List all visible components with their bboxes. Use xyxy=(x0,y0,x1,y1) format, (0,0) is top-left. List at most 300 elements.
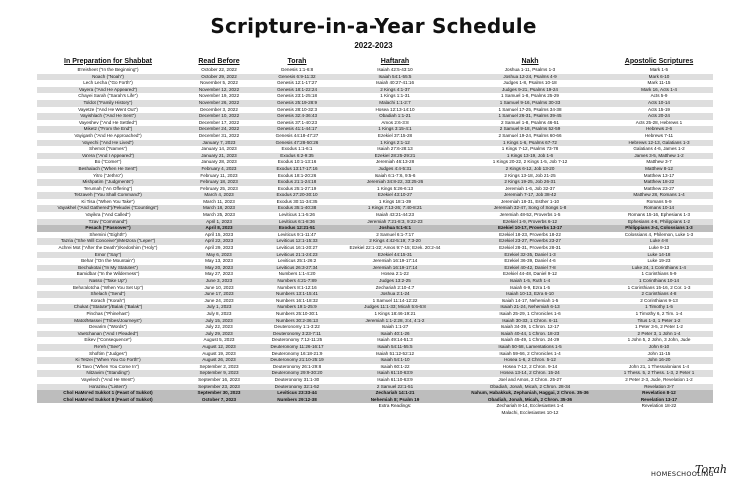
read-before-cell: February 11, 2023 xyxy=(200,172,238,178)
torah-cell: Deuteronomy 3:23-7:11 xyxy=(259,331,335,338)
haftarah-cell: Extra Readings: xyxy=(378,403,412,409)
apostolic-cell: John 21, 1 Thessalonians 1-4 xyxy=(628,363,690,369)
parasha-cell: Chol HaMo'ed Sukkot 1 (Feast of Sukkot) xyxy=(37,390,179,397)
torah-cell: Genesis 12:1-17:27 xyxy=(276,80,318,86)
nakh-cell: 2 Kings 6-12, Job 13-20 xyxy=(455,166,605,173)
parasha-cell: Eikev ("Consequence") xyxy=(84,337,132,343)
torah-cell: Genesis 25:19-28:9 xyxy=(259,100,335,107)
read-before-cell: April 15, 2023 xyxy=(204,231,234,237)
table-row xyxy=(37,133,713,140)
nakh-cell: Isaiah 21-24, Nehemiah 6-13 xyxy=(455,304,605,311)
table-row xyxy=(37,271,713,278)
haftarah-cell: Hosea 12:13-14:10 xyxy=(375,106,415,112)
table-row xyxy=(37,166,713,173)
read-before-cell: January 7, 2023 xyxy=(179,140,259,147)
apostolic-cell: Galatians 4-6, James 1-2 xyxy=(633,146,685,152)
apostolic-cell: Ephesians 4-6, Philippians 1-2 xyxy=(605,219,713,226)
torah-cell: Genesis 1:1-6:8 xyxy=(280,67,314,72)
apostolic-cell: 1 John 5, 2 John, 3 John, Jude xyxy=(627,337,691,343)
read-before-cell: May 27, 2023 xyxy=(205,271,233,277)
apostolic-cell: Romans 15-16, Ephesians 1-3 xyxy=(627,212,691,218)
read-before-cell: December 31, 2022 xyxy=(198,132,240,138)
haftarah-cell: Zechariah 2:10-4:7 xyxy=(375,284,415,290)
table-row xyxy=(37,225,713,232)
apostolic-cell: Mark 6-10 xyxy=(605,74,713,81)
haftarah-cell: Isaiah 49:14-51:3 xyxy=(377,337,413,343)
col-header-torah: Torah xyxy=(287,57,307,65)
parasha-cell: Bechukotai ("In My Statutes") xyxy=(37,265,179,272)
table-row xyxy=(37,285,713,292)
table-row xyxy=(37,318,713,325)
nakh-cell: Joshua 12-24, Psalms 4-9 xyxy=(455,74,605,81)
col-header-parasha: In Preparation for Shabbat xyxy=(64,57,152,65)
apostolic-cell: Hebrews 2-6 xyxy=(605,126,713,133)
torah-cell: Exodus 10:1-13:16 xyxy=(277,159,317,165)
parasha-cell: Vayetze ("And He Went Out") xyxy=(78,106,138,112)
table-row xyxy=(37,80,713,87)
nakh-cell: Isaiah 25-29, 1 Chronicles 1-6 xyxy=(499,310,561,316)
torah-cell: Genesis 44:18-47:27 xyxy=(275,132,319,138)
table-header-row xyxy=(37,55,713,67)
parasha-cell: Vaetchanan ("And I Pleaded") xyxy=(37,331,179,338)
table-row xyxy=(37,179,713,186)
read-before-cell: November 26, 2022 xyxy=(179,100,259,107)
nakh-cell: 1 Samuel 9-16, Psalms 30-33 xyxy=(455,100,605,107)
table-row xyxy=(37,258,713,265)
apostolic-cell: Matthew 3-7 xyxy=(646,159,672,165)
nakh-cell: Obadiah, Jonah, Micah, 2 Chron. 28-34 xyxy=(455,384,605,391)
haftarah-cell: Jeremiah 7:21-8:3, 9:22-23 xyxy=(335,219,455,226)
nakh-cell: Isaiah 30-33, 1 Chron. 6-11 xyxy=(455,318,605,325)
torah-cell: Numbers 13:1-15:41 xyxy=(259,291,335,298)
parasha-cell: Ha'azinu ("Listen") xyxy=(37,384,179,391)
haftarah-cell: 1 Samuel 11:14-12:22 xyxy=(372,297,418,303)
read-before-cell: December 17, 2022 xyxy=(198,119,240,125)
nakh-cell: Jeremiah 1-6, Job 32-37 xyxy=(505,185,555,191)
haftarah-cell: Judges 11:1-33; Micah 5:6-6:8 xyxy=(335,304,455,311)
read-before-cell: August 12, 2023 xyxy=(179,344,259,351)
schedule-table xyxy=(37,55,713,416)
read-before-cell: July 29, 2023 xyxy=(179,331,259,338)
read-before-cell xyxy=(179,403,259,410)
apostolic-cell: Matthew 13-17 xyxy=(643,172,675,178)
read-before-cell xyxy=(179,410,259,417)
table-row xyxy=(37,212,713,219)
homeschooling-torah-logo xyxy=(651,460,728,486)
parasha-cell: Shemot ("Names") xyxy=(89,146,127,152)
nakh-cell: Isaiah 59-66, 2 Chronicles 1-4 xyxy=(499,350,561,356)
parasha-cell: Bo ("Come!") xyxy=(94,159,122,165)
read-before-cell: January 21, 2023 xyxy=(179,153,259,160)
apostolic-cell: Revelation 3-7 xyxy=(605,384,713,391)
haftarah-cell: Jeremiah 16:19-17:14 xyxy=(372,258,418,264)
haftarah-cell: Isaiah 61:10-63:9 xyxy=(377,376,413,382)
table-row xyxy=(37,232,713,239)
haftarah-cell: 2 Kings 4:1-37 xyxy=(335,87,455,94)
apostolic-cell: Acts 15-19 xyxy=(648,106,670,112)
parasha-cell: Ki Tisa ("When You Take") xyxy=(81,198,135,204)
torah-cell: Numbers 8:1-12:16 xyxy=(277,284,317,290)
table-row xyxy=(37,351,713,358)
table-row xyxy=(37,120,713,127)
nakh-cell: 2 Samuel 1-8, Psalms 46-51 xyxy=(501,119,559,125)
apostolic-cell: John 16-20 xyxy=(605,357,713,364)
parasha-cell: Chukat ("Statute")/Balak ("Balak") xyxy=(37,304,179,311)
haftarah-cell: Isaiah 43:21-44:23 xyxy=(375,212,415,218)
read-before-cell: April 8, 2023 xyxy=(179,225,259,232)
torah-cell: Leviticus 26:3-27:34 xyxy=(259,265,335,272)
read-before-cell: October 22, 2022 xyxy=(201,67,237,72)
table-row xyxy=(37,403,713,410)
apostolic-cell: Acts 20-24 xyxy=(605,113,713,120)
haftarah-cell: Ezekiel 43:10-27 xyxy=(335,192,455,199)
parasha-cell: Re'eh ("See") xyxy=(37,344,179,351)
read-before-cell: August 19, 2023 xyxy=(202,350,236,356)
nakh-cell: 1 Samuel 17-25, Psalms 34-38 xyxy=(498,106,562,112)
read-before-cell: April 1, 2023 xyxy=(179,219,259,226)
apostolic-cell: 1 Thess. 5, 2 Thess. 1-3, 2 Peter 1 xyxy=(605,370,713,377)
apostolic-cell: Acts 25-28, Hebrews 1 xyxy=(635,119,683,125)
col-header-read-before: Read Before xyxy=(198,57,240,65)
nakh-cell: Hosea 1-6, 2 Chron. 5-12 xyxy=(455,357,605,364)
nakh-cell: 1 Kings 7-12, Psalms 73-78 xyxy=(501,146,559,152)
nakh-cell: Isaiah 10-13, Ezra 6-10 xyxy=(455,291,605,298)
parasha-cell: Vayechi ("And He Lived") xyxy=(37,140,179,147)
parasha-cell: Yitro ("Jethro") xyxy=(93,172,123,178)
table-row xyxy=(37,245,713,252)
torah-cell: Exodus 27:20-30:10 xyxy=(259,192,335,199)
haftarah-cell: Judges 13:2-25 xyxy=(335,278,455,285)
torah-cell: Genesis 18:1-22:24 xyxy=(259,87,335,94)
torah-cell: Deuteronomy 21:10-25:19 xyxy=(259,357,335,364)
parasha-cell: Shemini ("Eighth") xyxy=(89,231,127,237)
haftarah-cell: Hosea 2:1-22 xyxy=(381,271,409,277)
parasha-cell: Ki Tavo ("When You Come In") xyxy=(76,363,140,369)
parasha-cell: Korach ("Korah") xyxy=(90,297,126,303)
haftarah-cell: Isaiah 61:10-63:9 xyxy=(335,370,455,377)
page-subtitle: 2022-2023 xyxy=(354,41,393,50)
table-row xyxy=(37,205,713,212)
page-title: Scripture-in-a-Year Schedule xyxy=(210,14,537,38)
read-before-cell: March 11, 2023 xyxy=(203,198,235,204)
parasha-cell: Bamidbar ("In the Wilderness") xyxy=(76,271,140,277)
nakh-cell: Ezekiel 28-31, Proverbs 28-31 xyxy=(499,245,561,251)
nakh-cell: Ezekiel 36-39, Daniel 4-6 xyxy=(504,258,556,264)
apostolic-cell: 1 Corinthians 10-14 xyxy=(605,278,713,285)
read-before-cell: March 25, 2023 xyxy=(203,212,235,218)
schedule-body xyxy=(37,67,713,416)
table-row xyxy=(37,364,713,371)
torah-cell: Deuteronomy 1:1-3:22 xyxy=(274,324,320,330)
table-row xyxy=(37,153,713,160)
torah-cell: Exodus 6:2-9:35 xyxy=(259,153,335,160)
apostolic-cell: Luke 4-8 xyxy=(605,238,713,245)
parasha-cell: Noach ("Noah") xyxy=(37,74,179,81)
torah-cell: Leviticus 12:1-15:33 xyxy=(259,238,335,245)
read-before-cell: May 13, 2023 xyxy=(205,258,233,264)
read-before-cell: December 24, 2022 xyxy=(179,126,259,133)
parasha-cell: Vayishlach ("And He Sent") xyxy=(37,113,179,120)
read-before-cell: July 15, 2023 xyxy=(179,318,259,325)
parasha-cell: Beha'alotcha ("When You Set Up") xyxy=(72,284,144,290)
torah-cell: Leviticus 23:33-44 xyxy=(259,390,335,397)
haftarah-cell: 1 Kings 5:26-6:13 xyxy=(376,185,413,191)
torah-cell: Numbers 29:12-38 xyxy=(259,397,335,404)
parasha-cell xyxy=(37,403,179,410)
apostolic-cell: Mark 11-15 xyxy=(647,80,671,86)
parasha-cell: Pesach ("Passover") xyxy=(37,225,179,232)
apostolic-cell: John 11-15 xyxy=(647,350,671,356)
torah-cell: Exodus 35:1-40:38 xyxy=(259,205,335,212)
read-before-cell: November 19, 2022 xyxy=(198,93,240,99)
table-row xyxy=(37,159,713,166)
col-header-nakh: Nakh xyxy=(521,57,539,65)
table-row xyxy=(37,140,713,147)
torah-cell: Leviticus 16:1-20:27 xyxy=(276,245,318,251)
torah-cell: Exodus 18:1-20:26 xyxy=(277,172,317,178)
parasha-cell: Emor ("Say") xyxy=(37,252,179,259)
nakh-cell: 1 Samuel 26-31, Psalms 39-45 xyxy=(455,113,605,120)
nakh-cell: Isaiah 45-49, 1 Chron. 24-29 xyxy=(500,337,560,343)
haftarah-cell: Isaiah 40:1-26 xyxy=(335,331,455,338)
table-row xyxy=(37,107,713,114)
nakh-cell: Joel and Amos, 2 Chron. 25-27 xyxy=(498,376,562,382)
haftarah-cell xyxy=(335,410,455,417)
table-row xyxy=(37,219,713,226)
nakh-cell: Ezekiel 10-17, Proverbs 13-17 xyxy=(455,225,605,232)
nakh-cell: 2 Kings 13-18, Job 21-25 xyxy=(504,172,556,178)
apostolic-cell: Matthew 18-22 xyxy=(605,179,713,186)
haftarah-cell: 2 Samuel 6:1-7:17 xyxy=(376,231,414,237)
table-row xyxy=(37,100,713,107)
nakh-cell: Obadiah, Jonah, Micah, 2 Chron. 35-36 xyxy=(455,397,605,404)
read-before-cell: November 5, 2022 xyxy=(200,80,238,86)
haftarah-cell: Ezekiel 37:15-28 xyxy=(377,132,413,138)
table-row xyxy=(37,390,713,397)
haftarah-cell: Isaiah 40:27-41:16 xyxy=(375,80,415,86)
table-row xyxy=(37,173,713,180)
torah-cell: Exodus 13:17-17:16 xyxy=(259,166,335,173)
torah-cell: Numbers 16:1-18:32 xyxy=(276,297,318,303)
apostolic-cell: Matthew 28, Romans 1-4 xyxy=(605,192,713,199)
apostolic-cell: Hebrews 12-13, Galatians 1-3 xyxy=(605,140,713,147)
torah-cell: Deuteronomy 7:12-11:25 xyxy=(271,337,323,343)
apostolic-cell: Colossians 4, Philemon, Luke 1-3 xyxy=(624,231,694,237)
nakh-cell: Malachi, Ecclesiastes 10-12 xyxy=(501,409,559,415)
read-before-cell: April 22, 2023 xyxy=(179,238,259,245)
apostolic-cell: Acts 5-9 xyxy=(650,93,668,99)
apostolic-cell: 1 Corinthians 5-9 xyxy=(641,271,677,277)
nakh-cell: Ezekiel 23-27, Proverbs 23-27 xyxy=(455,238,605,245)
nakh-cell: Ezekiel 18-23, Proverbs 18-22 xyxy=(499,231,561,237)
haftarah-cell: Isaiah 51:12-52:12 xyxy=(375,350,415,356)
apostolic-cell: James 3-5, Matthew 1-2 xyxy=(605,153,713,160)
table-row xyxy=(37,298,713,305)
torah-cell: Numbers 19:1-25:9 xyxy=(259,304,335,311)
haftarah-cell: Judges 4:4-5:31 xyxy=(335,166,455,173)
parasha-cell: Tazria ("She Will Conceive")/Metzora ("Leper") xyxy=(37,238,179,245)
parasha-cell: B'reisheet ("In the Beginning") xyxy=(77,67,139,72)
table-row xyxy=(37,397,713,404)
haftarah-cell: Isaiah 54:11-55:5 xyxy=(335,344,455,351)
haftarah-cell: Obadiah 1:1-21 xyxy=(335,113,455,120)
apostolic-cell: Titus 1-3, 1 Peter 1-2 xyxy=(605,318,713,325)
table-row xyxy=(37,199,713,206)
apostolic-cell: Revelation 13-17 xyxy=(605,397,713,404)
torah-cell: Leviticus 1:1-5:26 xyxy=(278,212,315,218)
haftarah-cell: 1 Kings 2:1-12 xyxy=(335,140,455,147)
nakh-cell: Joshua 1-11, Psalms 1-3 xyxy=(504,67,556,72)
haftarah-cell: Zechariah 14:1-21 xyxy=(335,390,455,397)
apostolic-cell: Luke 19-23 xyxy=(647,258,671,264)
haftarah-cell: Isaiah 60:1-22 xyxy=(380,363,410,369)
table-row xyxy=(37,304,713,311)
table-row xyxy=(37,74,713,81)
haftarah-cell: 1 Kings 18:1-39 xyxy=(378,198,412,204)
parasha-cell: Vayeshev ("And He Settled") xyxy=(78,119,138,125)
read-before-cell: March 18, 2023 xyxy=(179,205,259,212)
haftarah-cell: Isaiah 27:6-28:13 xyxy=(377,146,413,152)
parasha-cell: Va'era ("And I Appeared") xyxy=(37,153,179,160)
parasha-cell: Chol HaMo'ed Sukkot 8 (Feast of Sukkot) xyxy=(37,397,179,404)
parasha-cell: Toldot ("Family History") xyxy=(37,100,179,107)
read-before-cell: July 1, 2023 xyxy=(179,304,259,311)
parasha-cell: Mishpatim ("Judgments") xyxy=(37,179,179,186)
torah-cell: Leviticus 21:1-24:23 xyxy=(259,252,335,259)
torah-cell: Exodus 21:1-24:18 xyxy=(259,179,335,186)
read-before-cell: September 9, 2023 xyxy=(179,370,259,377)
nakh-cell: Jeremiah 18-31, Esther 1-10 xyxy=(500,198,560,204)
parasha-cell: Nitzavim ("Standing") xyxy=(37,370,179,377)
haftarah-cell: Isaiah 42:5-43:10 xyxy=(377,67,413,72)
parasha-cell: Beshalach ("When He Sent") xyxy=(37,166,179,173)
torah-cell: Numbers 1:1-4:20 xyxy=(278,271,316,277)
apostolic-cell xyxy=(605,410,713,417)
apostolic-cell: Luke 9-13 xyxy=(648,245,670,251)
table-row xyxy=(37,186,713,193)
parasha-cell: Lech Lecha ("Go Forth") xyxy=(83,80,133,86)
read-before-cell: January 14, 2023 xyxy=(201,146,237,152)
table-row xyxy=(37,113,713,120)
haftarah-cell: Nehemiah 8; Psalm 19 xyxy=(335,397,455,404)
nakh-cell: 1 Kings 13-19, Job 1-6 xyxy=(455,153,605,160)
table-row xyxy=(37,370,713,377)
nakh-cell: Jeremiah 48-52, Proverbs 1-5 xyxy=(499,212,561,218)
table-row xyxy=(37,146,713,153)
nakh-cell: Hosea 13-14, 2 Chron. 15-24 xyxy=(455,370,605,377)
nakh-cell: Isaiah 40-44, 1 Chron. 18-23 xyxy=(455,331,605,338)
torah-cell: Exodus 25:1-27:19 xyxy=(277,185,317,191)
read-before-cell: June 10, 2023 xyxy=(204,284,234,290)
nakh-cell: 1 Samuel 1-8, Psalms 25-29 xyxy=(501,93,559,99)
torah-cell: Leviticus 25:1-26:2 xyxy=(277,258,317,264)
apostolic-cell: Romans 5-9 xyxy=(646,198,672,204)
apostolic-cell: 2 Corinthians 9-13 xyxy=(640,297,678,303)
haftarah-cell: Amos 2:6-3:8 xyxy=(381,119,409,125)
torah-cell: Genesis 41:1-44:17 xyxy=(259,126,335,133)
torah-cell: Deuteronomy 16:18-21:9 xyxy=(271,350,323,356)
nakh-cell: Nahum, Habakkuk, Zephaniah, Haggai, 2 Chron. 35-36 xyxy=(455,390,605,397)
read-before-cell: September 23, 2023 xyxy=(179,384,259,391)
torah-cell: Deuteronomy 31:1-30 xyxy=(274,376,320,382)
nakh-cell: Isaiah 50-58, Lamentations 1-5 xyxy=(455,344,605,351)
haftarah-cell: 1 Kings 18:46-19:21 xyxy=(374,310,416,316)
parasha-cell: Vayelech ("And He Went") xyxy=(81,376,135,382)
read-before-cell: December 10, 2022 xyxy=(179,113,259,120)
apostolic-cell: Revelation 8-12 xyxy=(605,390,713,397)
nakh-cell: 2 Kings 19-25, Job 26-31 xyxy=(455,179,605,186)
table-row xyxy=(37,311,713,318)
read-before-cell: September 2, 2023 xyxy=(199,363,239,369)
parasha-cell: Vayikra ("And Called") xyxy=(85,212,131,218)
haftarah-cell: 1 Kings 1:1-31 xyxy=(380,93,410,99)
torah-cell: Leviticus 9:1-11:47 xyxy=(277,231,317,237)
read-before-cell: May 6, 2023 xyxy=(179,252,259,259)
parasha-cell: Terumah ("An Offering") xyxy=(83,185,133,191)
haftarah-cell: Jeremiah 16:19-17:14 xyxy=(335,265,455,272)
nakh-cell: 1 Kings 20-22, 2 Kings 1-5, Job 7-12 xyxy=(492,159,568,165)
torah-cell xyxy=(259,410,335,417)
haftarah-cell: Ezekiel 22:1-22; Amos 9:7-15; Ezek. 20:2-44 xyxy=(349,245,441,251)
read-before-cell: February 4, 2023 xyxy=(179,166,259,173)
torah-cell: Genesis 47:28-50:26 xyxy=(259,140,335,147)
parasha-cell xyxy=(37,410,179,417)
table-row xyxy=(37,192,713,199)
torah-cell: Genesis 6:9-11:32 xyxy=(259,74,335,81)
nakh-cell: Judges 9-21, Psalms 19-24 xyxy=(455,87,605,94)
table-row xyxy=(37,337,713,344)
parasha-cell: Pinchas ("Phinehas") xyxy=(86,310,130,316)
haftarah-cell: 1 Kings 3:15-4:1 xyxy=(335,126,455,133)
haftarah-cell: Jeremiah 34:8-22, 33:25-26 xyxy=(335,179,455,186)
apostolic-cell: Acts 10-14 xyxy=(605,100,713,107)
read-before-cell: February 18, 2023 xyxy=(179,179,259,186)
apostolic-cell: Revelation 18-22 xyxy=(641,403,677,409)
torah-cell: Numbers 4:21-7:89 xyxy=(259,278,335,285)
table-row xyxy=(37,252,713,259)
table-row xyxy=(37,87,713,94)
parasha-cell: Devarim ("Words") xyxy=(89,324,127,330)
read-before-cell: November 12, 2022 xyxy=(179,87,259,94)
parasha-cell: Shelach ("Send") xyxy=(37,291,179,298)
torah-cell: Exodus 12:21-51 xyxy=(259,225,335,232)
haftarah-cell: Ezekiel 44:15-31 xyxy=(335,252,455,259)
torah-cell: Numbers 30:2-36:13 xyxy=(259,318,335,325)
nakh-cell: 1 Kings 1-6, Psalms 67-72 xyxy=(455,140,605,147)
torah-cell: Exodus 1:1-6:1 xyxy=(281,146,313,152)
table-row xyxy=(37,324,713,331)
table-row xyxy=(37,344,713,351)
apostolic-cell: 1 Corinthians 15-16, 2 Cor. 1-3 xyxy=(627,284,691,290)
table-row xyxy=(37,126,713,133)
table-row xyxy=(37,357,713,364)
torah-cell: Deuteronomy 26:1-29:8 xyxy=(272,363,322,369)
haftarah-cell: Jeremiah 46:13-28 xyxy=(375,159,415,165)
haftarah-cell: Jeremiah 1:1-2:28, 3:4, 4:1-2 xyxy=(335,318,455,325)
read-before-cell: September 30, 2023 xyxy=(179,390,259,397)
table-row xyxy=(37,331,713,338)
apostolic-cell: Matthew 23-27 xyxy=(643,185,675,191)
parasha-cell: Nasso ("Take Up") xyxy=(37,278,179,285)
read-before-cell: June 17, 2023 xyxy=(179,291,259,298)
haftarah-cell: 2 Samuel 22:1-51 xyxy=(335,384,455,391)
haftarah-cell: Isaiah 1:1-27 xyxy=(381,324,409,330)
table-row xyxy=(37,238,713,245)
apostolic-cell: Romans 10-14 xyxy=(605,205,713,212)
logo-script: Torah xyxy=(695,463,728,476)
apostolic-cell: Philippians 3-4, Colossians 1-3 xyxy=(605,225,713,232)
nakh-cell: Hosea 7-12, 2 Chron. 9-14 xyxy=(502,363,558,369)
